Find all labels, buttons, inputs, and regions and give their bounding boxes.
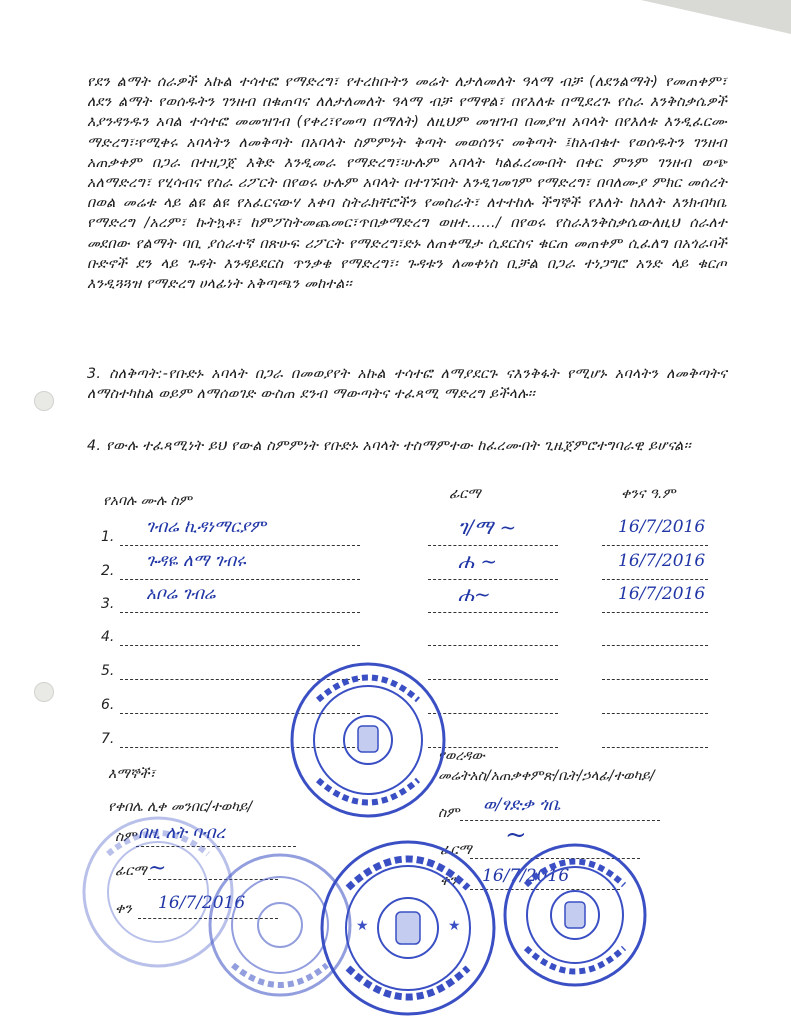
member-signature-handwriting: ሐ ~ bbox=[458, 549, 498, 573]
member-signature-line bbox=[428, 545, 558, 546]
witness-role-label: የቀበሌ ሊቀ መንበር/ተወካይ/ bbox=[108, 799, 253, 815]
contract-paragraph-1: የደን ልማት ሰራዎች አኩል ተሳተፎ የማድረግ፣ የተረከቡትን መሬት ለታለመለት ዓላማ ብቻ (ለደንልማት) የመጠቀም፣ ለደን ልማት የወሰዱትን ገንዘብ በቁጠባና ለለታለመለት ዓላማ ብቻ የማዋል፣ በየእለቱ በሚደረጉ የስራ እንቅስቃሴዎች እያንዳንዱን አባል ተሳተፎ መመዝገብ (የቀረ፣የመጣ በማለት) ለዚህም መዝገብ በመያዝ አባላት በየእለቱ እንዲፈርሙ ማድረግ፣፡የሚቀሩ አባላትን ለመቅጣት በአባላት ስምምነት ቅጣት መወሰንና መቅጣት ፤ከአብቁተ የወሰዱትን ገንዘብ አጠቃቀም በጋራ በተዘጋጀ እቅድ እንዲመራ የማድረግ፣፡ሁሉም አባላት ካልፈረሙበት በቀር ምንም ገንዘብ ወጭ አለማድረግ፣ የሂሳብና የስራ ሪፖርት በየወሩ ሁሉም አባላት በተገኙበት እንዲገመገም የማድረግ፣ በባለሙያ ምክር መሰረት በወል መሬቱ ላይ ልዩ ልዩ የአፈርናውሃ እቀባ ስትራክቸሮችን የመስራት፣ ለተተከሉ ችግኞች የእለት ከእለት እንክብካቤ የማድረግ /አረም፣ ኩትኳቶ፣ ከምፖስትመጨመር፣ጥበቃማድረግ ወዘተ....../ በየወሩ የስራእንቅስቃሴውለዚህ ሰራለተ መደበው የልማት ባቢ ያሰራተኛ በጽሁፍ ሪፖርት የማድረግ፣ድኑ ለጠቀሜታ ሲደርስና ቁርጠ መጠቀም ሲፈለግ በአጎራባች ቡድኖች ደን ላይ ጉዳት እንዳይደርስ ጥንቃቄ የማድረግ፣፡ ጉዳቱን ለመቀነስ ቢቻል በጋራ ተነጋግሮ አንድ ላይ ቁርጦ እንዲጓጓዝ የማድረግ ሀላፊነት አቅጣጫን መከተል፡፡ bbox=[87, 74, 727, 293]
witness-name-label: ስም bbox=[115, 829, 137, 845]
date-header: ቀንና ዓ.ም bbox=[621, 486, 676, 502]
member-date-handwriting: 16/7/2016 bbox=[618, 584, 706, 604]
approver-date-handwriting: 16/7/2016 bbox=[482, 866, 570, 886]
witness-date-label: ቀን bbox=[115, 901, 132, 917]
approver-name-handwriting: ወ/ፃድቃ ጎቤ bbox=[483, 795, 561, 815]
member-date-line bbox=[602, 545, 708, 546]
member-signature-line bbox=[428, 645, 558, 646]
member-row bbox=[0, 549, 791, 587]
member-row bbox=[0, 582, 791, 620]
member-name-header: የአባሉ ሙሉ ስም bbox=[103, 493, 192, 509]
member-date-line bbox=[602, 713, 708, 714]
member-row-number: 3. bbox=[101, 596, 115, 612]
member-row bbox=[0, 515, 791, 553]
member-row bbox=[0, 625, 791, 653]
member-row-number: 2. bbox=[101, 563, 115, 579]
approver-role-label: መሬትአስ/አጠቃቀምጽ/ቤት/ኃላፊ/ተወካይ/ bbox=[438, 768, 655, 784]
witness-date-handwriting: 16/7/2016 bbox=[158, 893, 246, 913]
folded-corner bbox=[641, 0, 791, 34]
member-row-number: 1. bbox=[101, 529, 115, 545]
approver-signature-label: ፊርማ bbox=[440, 842, 472, 858]
witness-title: እማኞች፣ bbox=[108, 766, 156, 782]
member-date-line bbox=[602, 645, 708, 646]
land-office-stamp bbox=[500, 840, 650, 990]
approver-name-line bbox=[460, 820, 660, 821]
member-date-handwriting: 16/7/2016 bbox=[618, 551, 706, 571]
member-row-number: 7. bbox=[101, 731, 115, 747]
contract-paragraph-3: 3. ስለቅጣት:-የቡድኑ አባላት በጋራ በመወያየት አኩል ተሳተፎ ለማያደርጉ ናእንቅፋት የሚሆኑ አባላትን ለመቅጣትና ለማስተካከል ወይም ለማሰወገድ ውስጠ ደንብ ማውጣትና ተፈጻሚ ማድረግ ይችላሉ፡፡ bbox=[87, 366, 727, 403]
approver-date-label: ቀን bbox=[440, 873, 457, 889]
witness-signature-handwriting: ~ bbox=[148, 856, 167, 881]
approver-signature-handwriting: ~ bbox=[505, 820, 527, 850]
svg-text:★: ★ bbox=[356, 918, 369, 934]
svg-text:★: ★ bbox=[448, 918, 461, 934]
contract-paragraph-4: 4. የውሉ ተፈጻሚነት ይህ የውል ስምምነት የቡድኑ አባላት ተስማምተው ከፈረሙበት ጊዜጀምሮተግባራዊ ይሆናል፡፡ bbox=[87, 438, 691, 454]
signature-header: ፊርማ bbox=[449, 486, 481, 502]
member-signature-handwriting: ገ/ማ ~ bbox=[458, 515, 517, 539]
member-date-line bbox=[602, 579, 708, 580]
member-name-handwriting: አቦሬ ገብሬ bbox=[146, 584, 216, 604]
member-name-line bbox=[120, 645, 360, 646]
member-name-line bbox=[120, 545, 360, 546]
member-name-line bbox=[120, 579, 360, 580]
member-name-line bbox=[120, 612, 360, 613]
member-row-number: 4. bbox=[101, 629, 115, 645]
witness-signature-label: ፊርማ bbox=[115, 863, 147, 879]
approver-title: የወረዳው bbox=[438, 748, 485, 764]
district-office-stamp bbox=[318, 838, 498, 1018]
member-date-line bbox=[602, 612, 708, 613]
member-date-line bbox=[602, 679, 708, 680]
member-date-handwriting: 16/7/2016 bbox=[618, 517, 706, 537]
official-stamp bbox=[288, 660, 448, 820]
witness-name-handwriting: በዚ ለት ባብረ bbox=[138, 823, 226, 843]
member-name-handwriting: ገብሬ ኪዳነማርያም bbox=[146, 517, 266, 537]
member-name-handwriting: ጉዳዬ ለማ ገብሩ bbox=[146, 551, 246, 571]
punch-hole bbox=[34, 391, 54, 411]
approver-name-label: ስም bbox=[438, 805, 460, 821]
member-row-number: 6. bbox=[101, 697, 115, 713]
member-signature-handwriting: ሐ~ bbox=[458, 582, 491, 606]
member-signature-line bbox=[428, 612, 558, 613]
member-row-number: 5. bbox=[101, 663, 115, 679]
member-signature-line bbox=[428, 579, 558, 580]
member-date-line bbox=[602, 747, 708, 748]
